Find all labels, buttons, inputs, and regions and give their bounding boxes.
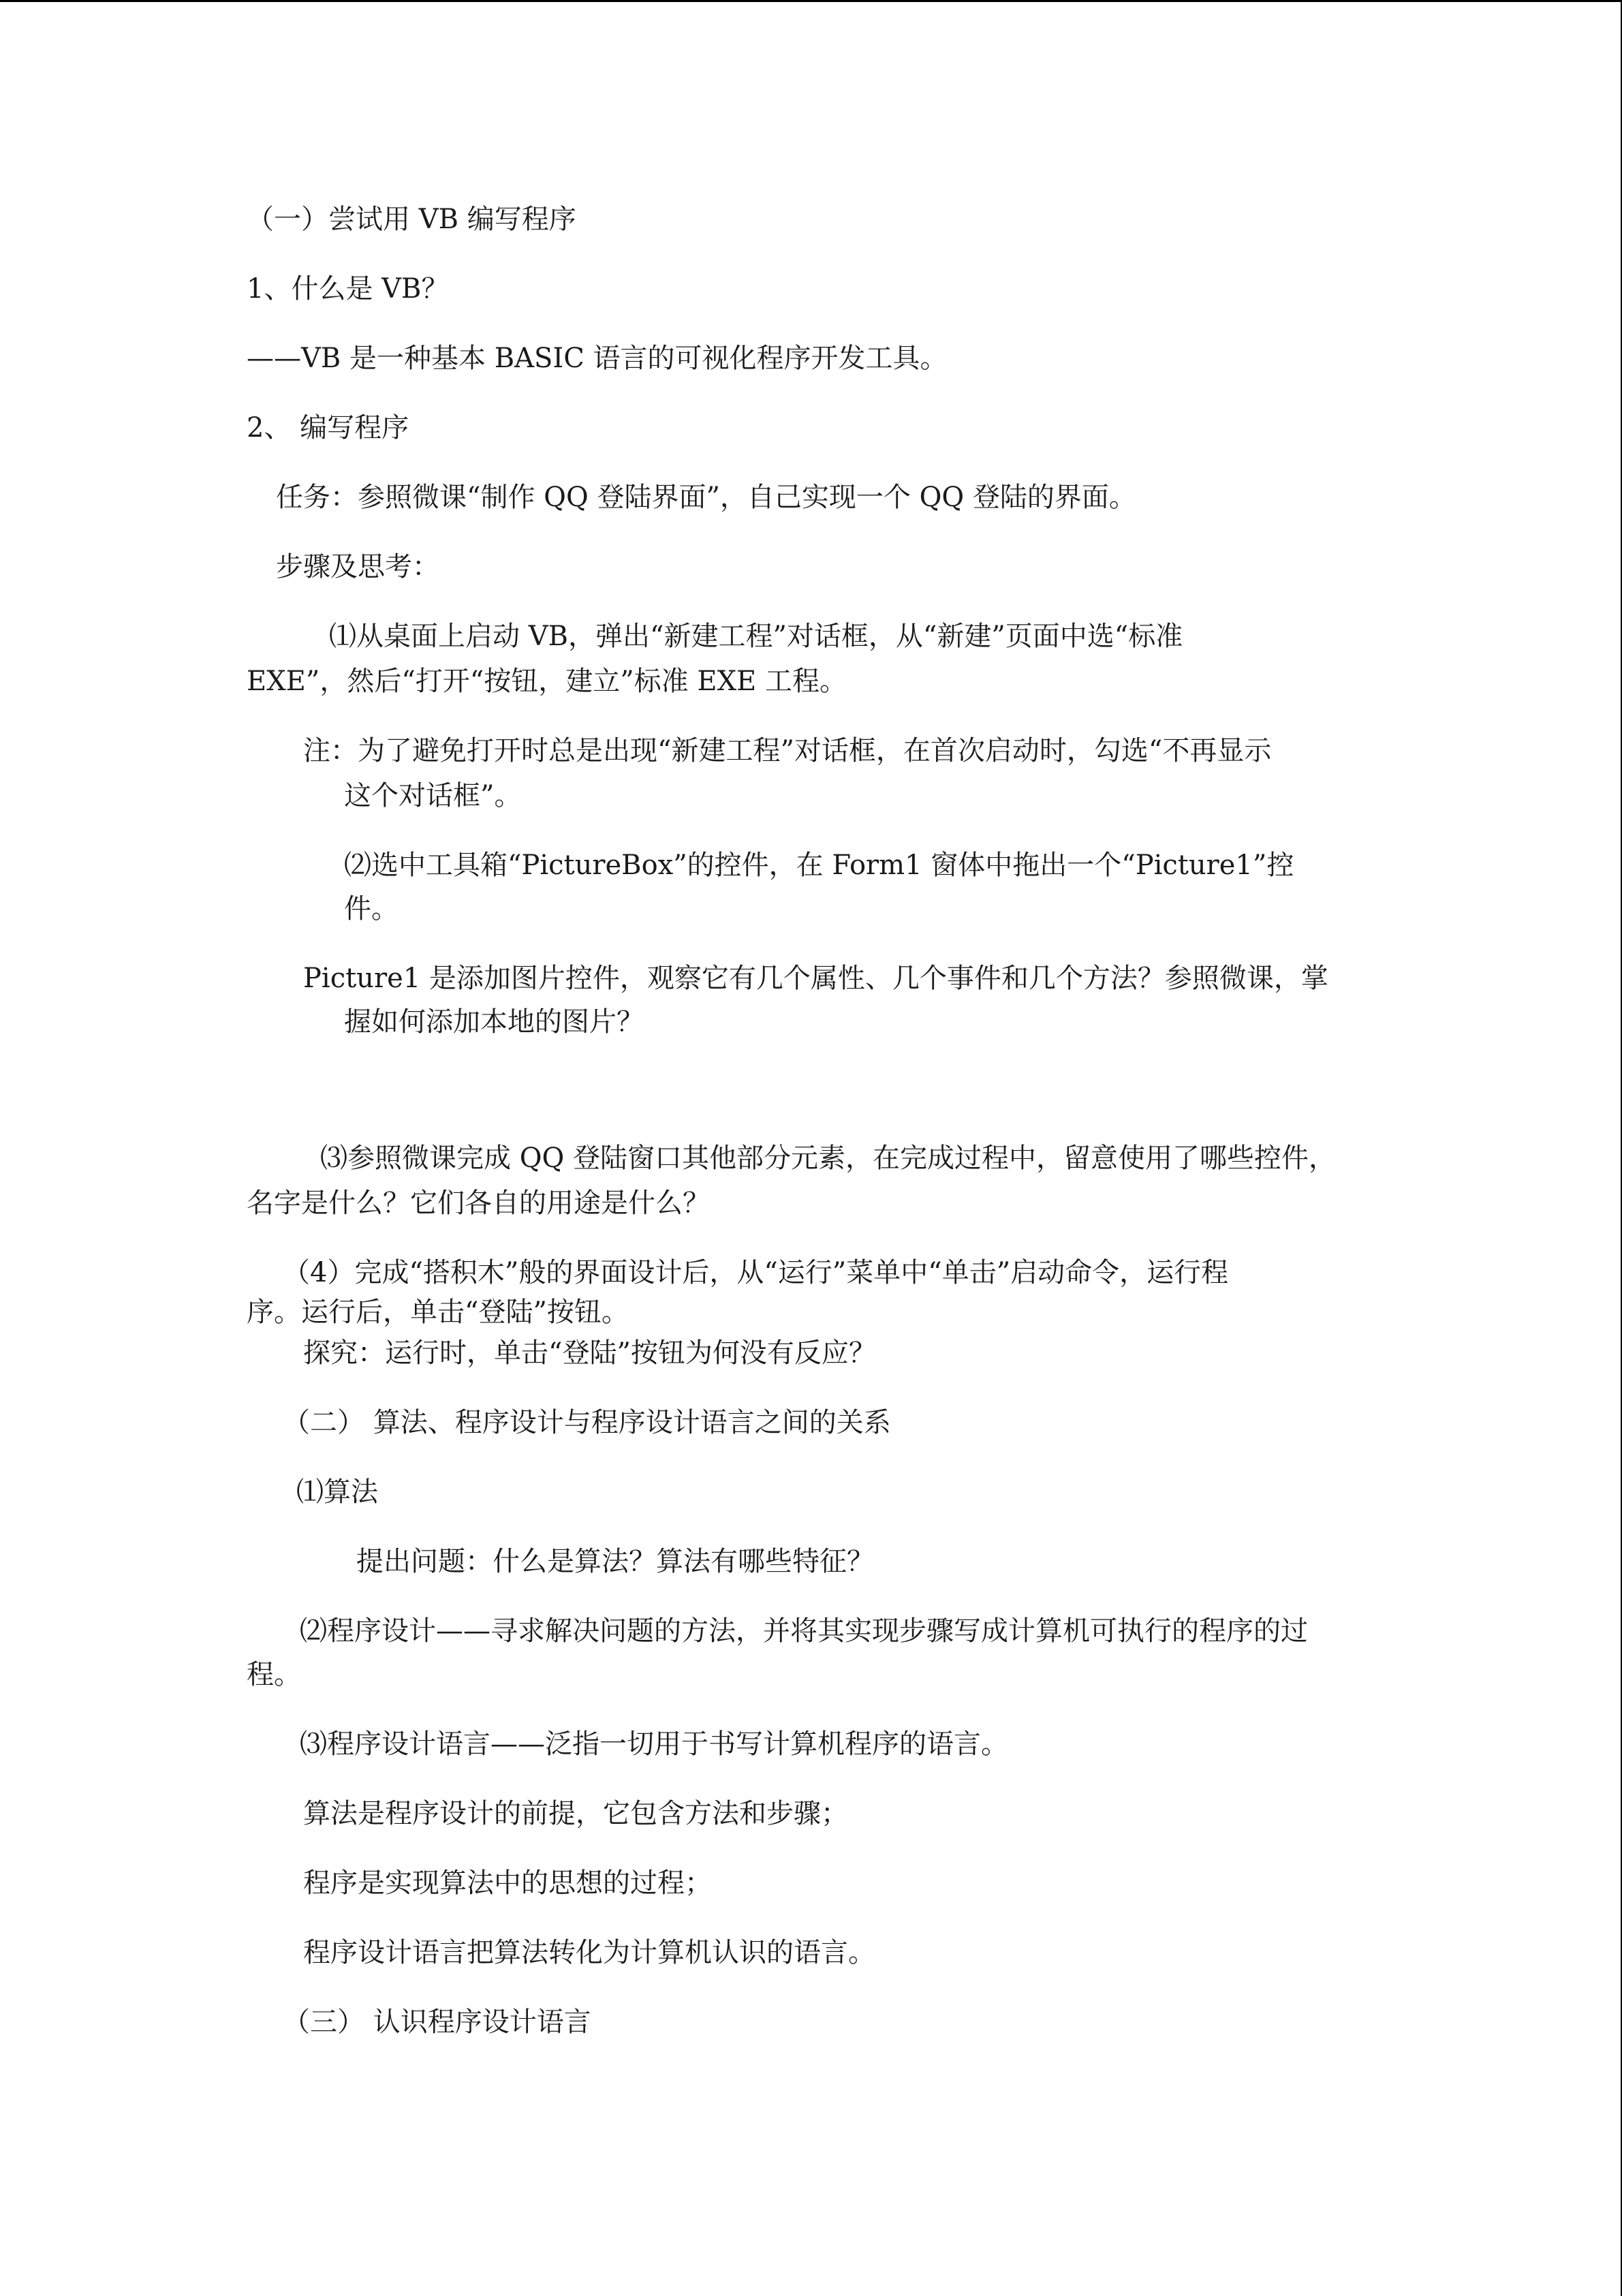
question-what-is-vb: 1、什么是 VB？ [247,273,449,305]
step-2-line-2: 件。 [344,893,399,925]
programming-line-2: 程。 [247,1659,301,1690]
step-2-line-1: ⑵选中工具箱“PictureBox”的控件，在 Form1 窗体中拖出一个“Picture1”控 [344,850,1294,881]
picture1-question-line-1: Picture1 是添加图片控件，观察它有几个属性、几个事件和几个方法？参照微课，掌 [303,963,1328,994]
section-heading-3: （三） 认识程序设计语言 [283,2006,591,2038]
programming-line-1: ⑵程序设计——寻求解决问题的方法，并将其实现步骤写成计算机可执行的程序的过 [300,1615,1308,1647]
vb-definition: ——VB 是一种基本 BASIC 语言的可视化程序开发工具。 [247,343,948,374]
step-1-line-2: EXE”，然后“打开“按钮，建立”标准 EXE 工程。 [247,666,847,697]
algorithm-item: ⑴算法 [296,1476,378,1508]
heading-write-program: 2、 编写程序 [247,412,409,444]
step-3-line-2: 名字是什么？它们各自的用途是什么？ [247,1188,710,1219]
note-line-2: 这个对话框”。 [344,780,522,811]
section-heading-2: （二） 算法、程序设计与程序设计语言之间的关系 [283,1407,891,1438]
relation-line-3: 程序设计语言把算法转化为计算机认识的语言。 [303,1937,875,1968]
task-paragraph: 任务：参照微课“制作 QQ 登陆界面”，自己实现一个 QQ 登陆的界面。 [276,482,1136,513]
relation-line-1: 算法是程序设计的前提，它包含方法和步骤； [303,1798,848,1829]
steps-heading: 步骤及思考： [276,551,439,583]
section-heading-1: （一）尝试用 VB 编写程序 [247,204,576,235]
explore-question: 探究：运行时，单击“登陆”按钮为何没有反应？ [303,1337,876,1369]
step-3-line-1: ⑶参照微课完成 QQ 登陆窗口其他部分元素，在完成过程中，留意使用了哪些控件， [320,1143,1337,1174]
step-4-line-1: （4）完成“搭积木”般的界面设计后，从“运行”菜单中“单击”启动命令，运行程 [283,1257,1229,1288]
relation-line-2: 程序是实现算法中的思想的过程； [303,1867,712,1899]
note-line-1: 注：为了避免打开时总是出现“新建工程”对话框，在首次启动时，勾选“不再显示 [303,735,1272,766]
step-1-line-1: ⑴从桌面上启动 VB，弹出“新建工程”对话框，从“新建”页面中选“标准 [329,621,1183,652]
step-4-line-2: 序。运行后，单击“登陆”按钮。 [247,1297,629,1328]
picture1-question-line-2: 握如何添加本地的图片？ [344,1006,644,1038]
programming-language-item: ⑶程序设计语言——泛指一切用于书写计算机程序的语言。 [300,1728,1008,1760]
algorithm-question: 提出问题：什么是算法？算法有哪些特征？ [356,1546,874,1577]
